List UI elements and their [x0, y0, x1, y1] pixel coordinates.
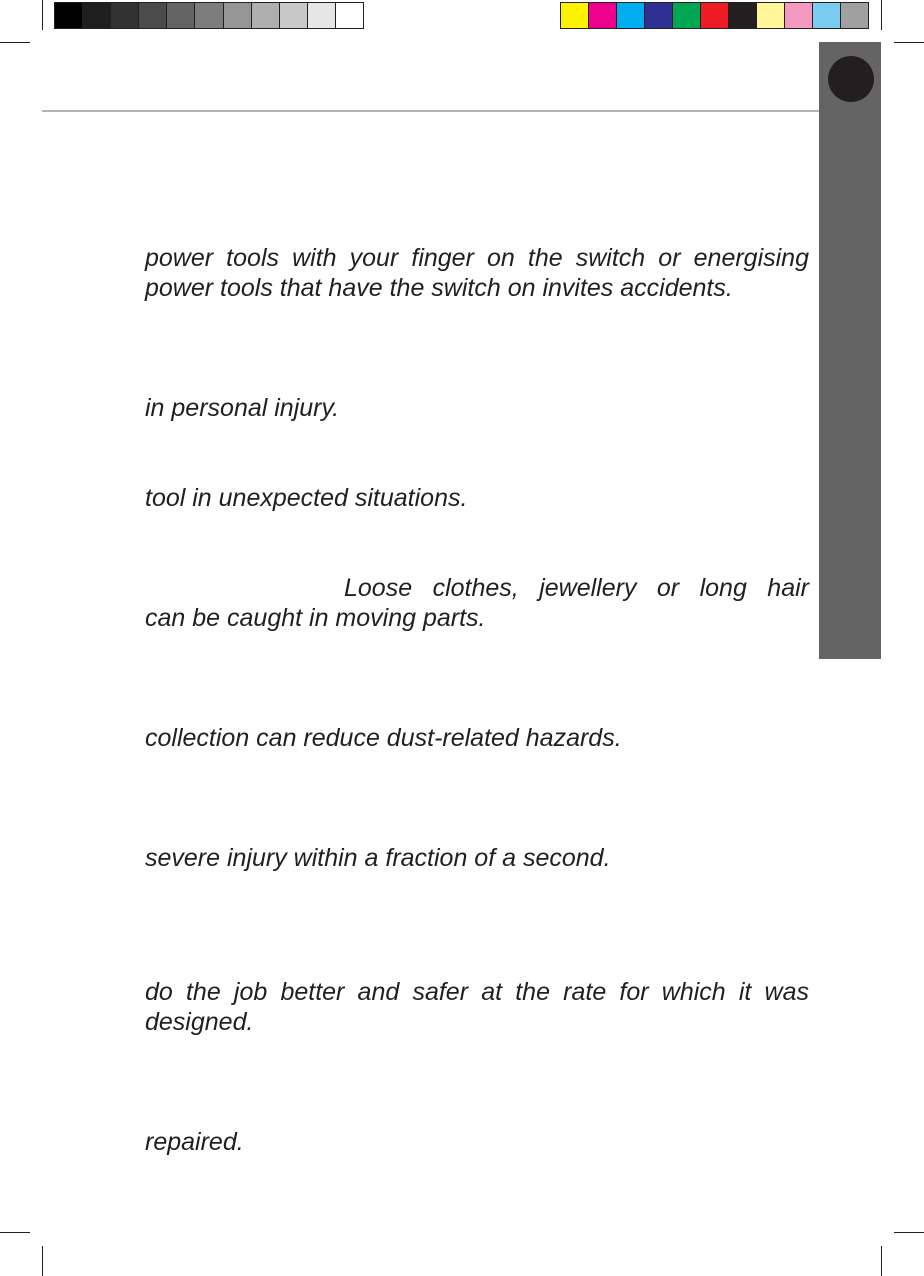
- crop-mark-top-left-horizontal: [0, 42, 30, 43]
- crop-mark-bottom-right-vertical: [881, 1246, 882, 1276]
- crop-mark-top-right-vertical: [881, 0, 882, 30]
- body-line: collection can reduce dust-related hazards.: [145, 724, 622, 752]
- color-swatch-9: [785, 3, 813, 28]
- header-rule: [42, 110, 820, 112]
- color-swatch-5: [673, 3, 701, 28]
- body-line: do the job better and safer at the rate for which it was: [145, 978, 809, 1006]
- color-swatch-4: [645, 3, 673, 28]
- crop-mark-bottom-right-horizontal: [894, 1232, 924, 1233]
- color-swatch-10: [813, 3, 841, 28]
- color-swatch-2: [589, 3, 617, 28]
- gray-swatch-5: [167, 3, 195, 28]
- crop-mark-top-right-horizontal: [894, 42, 924, 43]
- body-line: designed.: [145, 1008, 254, 1036]
- crop-mark-bottom-left-horizontal: [0, 1232, 30, 1233]
- color-swatch-11: [841, 3, 868, 28]
- side-tab: [819, 42, 881, 659]
- gray-swatch-3: [111, 3, 139, 28]
- body-line: tool in unexpected situations.: [145, 484, 468, 512]
- gray-swatch-9: [280, 3, 308, 28]
- color-swatch-3: [617, 3, 645, 28]
- body-line: in personal injury.: [145, 394, 340, 422]
- gray-swatch-7: [224, 3, 252, 28]
- gray-swatch-11: [336, 3, 363, 28]
- crop-mark-top-left-vertical: [42, 0, 43, 30]
- body-line: power tools that have the switch on invites accidents.: [145, 274, 733, 302]
- body-line: power tools with your finger on the switch or energising: [145, 244, 809, 272]
- gray-swatch-1: [55, 3, 83, 28]
- color-swatch-1: [561, 3, 589, 28]
- color-swatch-8: [757, 3, 785, 28]
- color-swatch-7: [729, 3, 757, 28]
- body-line: repaired.: [145, 1128, 244, 1156]
- gray-swatch-6: [195, 3, 223, 28]
- gray-swatch-2: [83, 3, 111, 28]
- color-swatch-6: [701, 3, 729, 28]
- grayscale-calibration-bar: [54, 2, 364, 29]
- crop-mark-bottom-left-vertical: [42, 1246, 43, 1276]
- side-tab-dot-icon: [828, 56, 874, 102]
- body-line: severe injury within a fraction of a second.: [145, 844, 611, 872]
- body-line: can be caught in moving parts.: [145, 604, 486, 632]
- body-line: Loose clothes, jewellery or long hair: [344, 574, 809, 602]
- gray-swatch-4: [139, 3, 167, 28]
- gray-swatch-8: [252, 3, 280, 28]
- color-calibration-bar: [560, 2, 869, 29]
- gray-swatch-10: [308, 3, 336, 28]
